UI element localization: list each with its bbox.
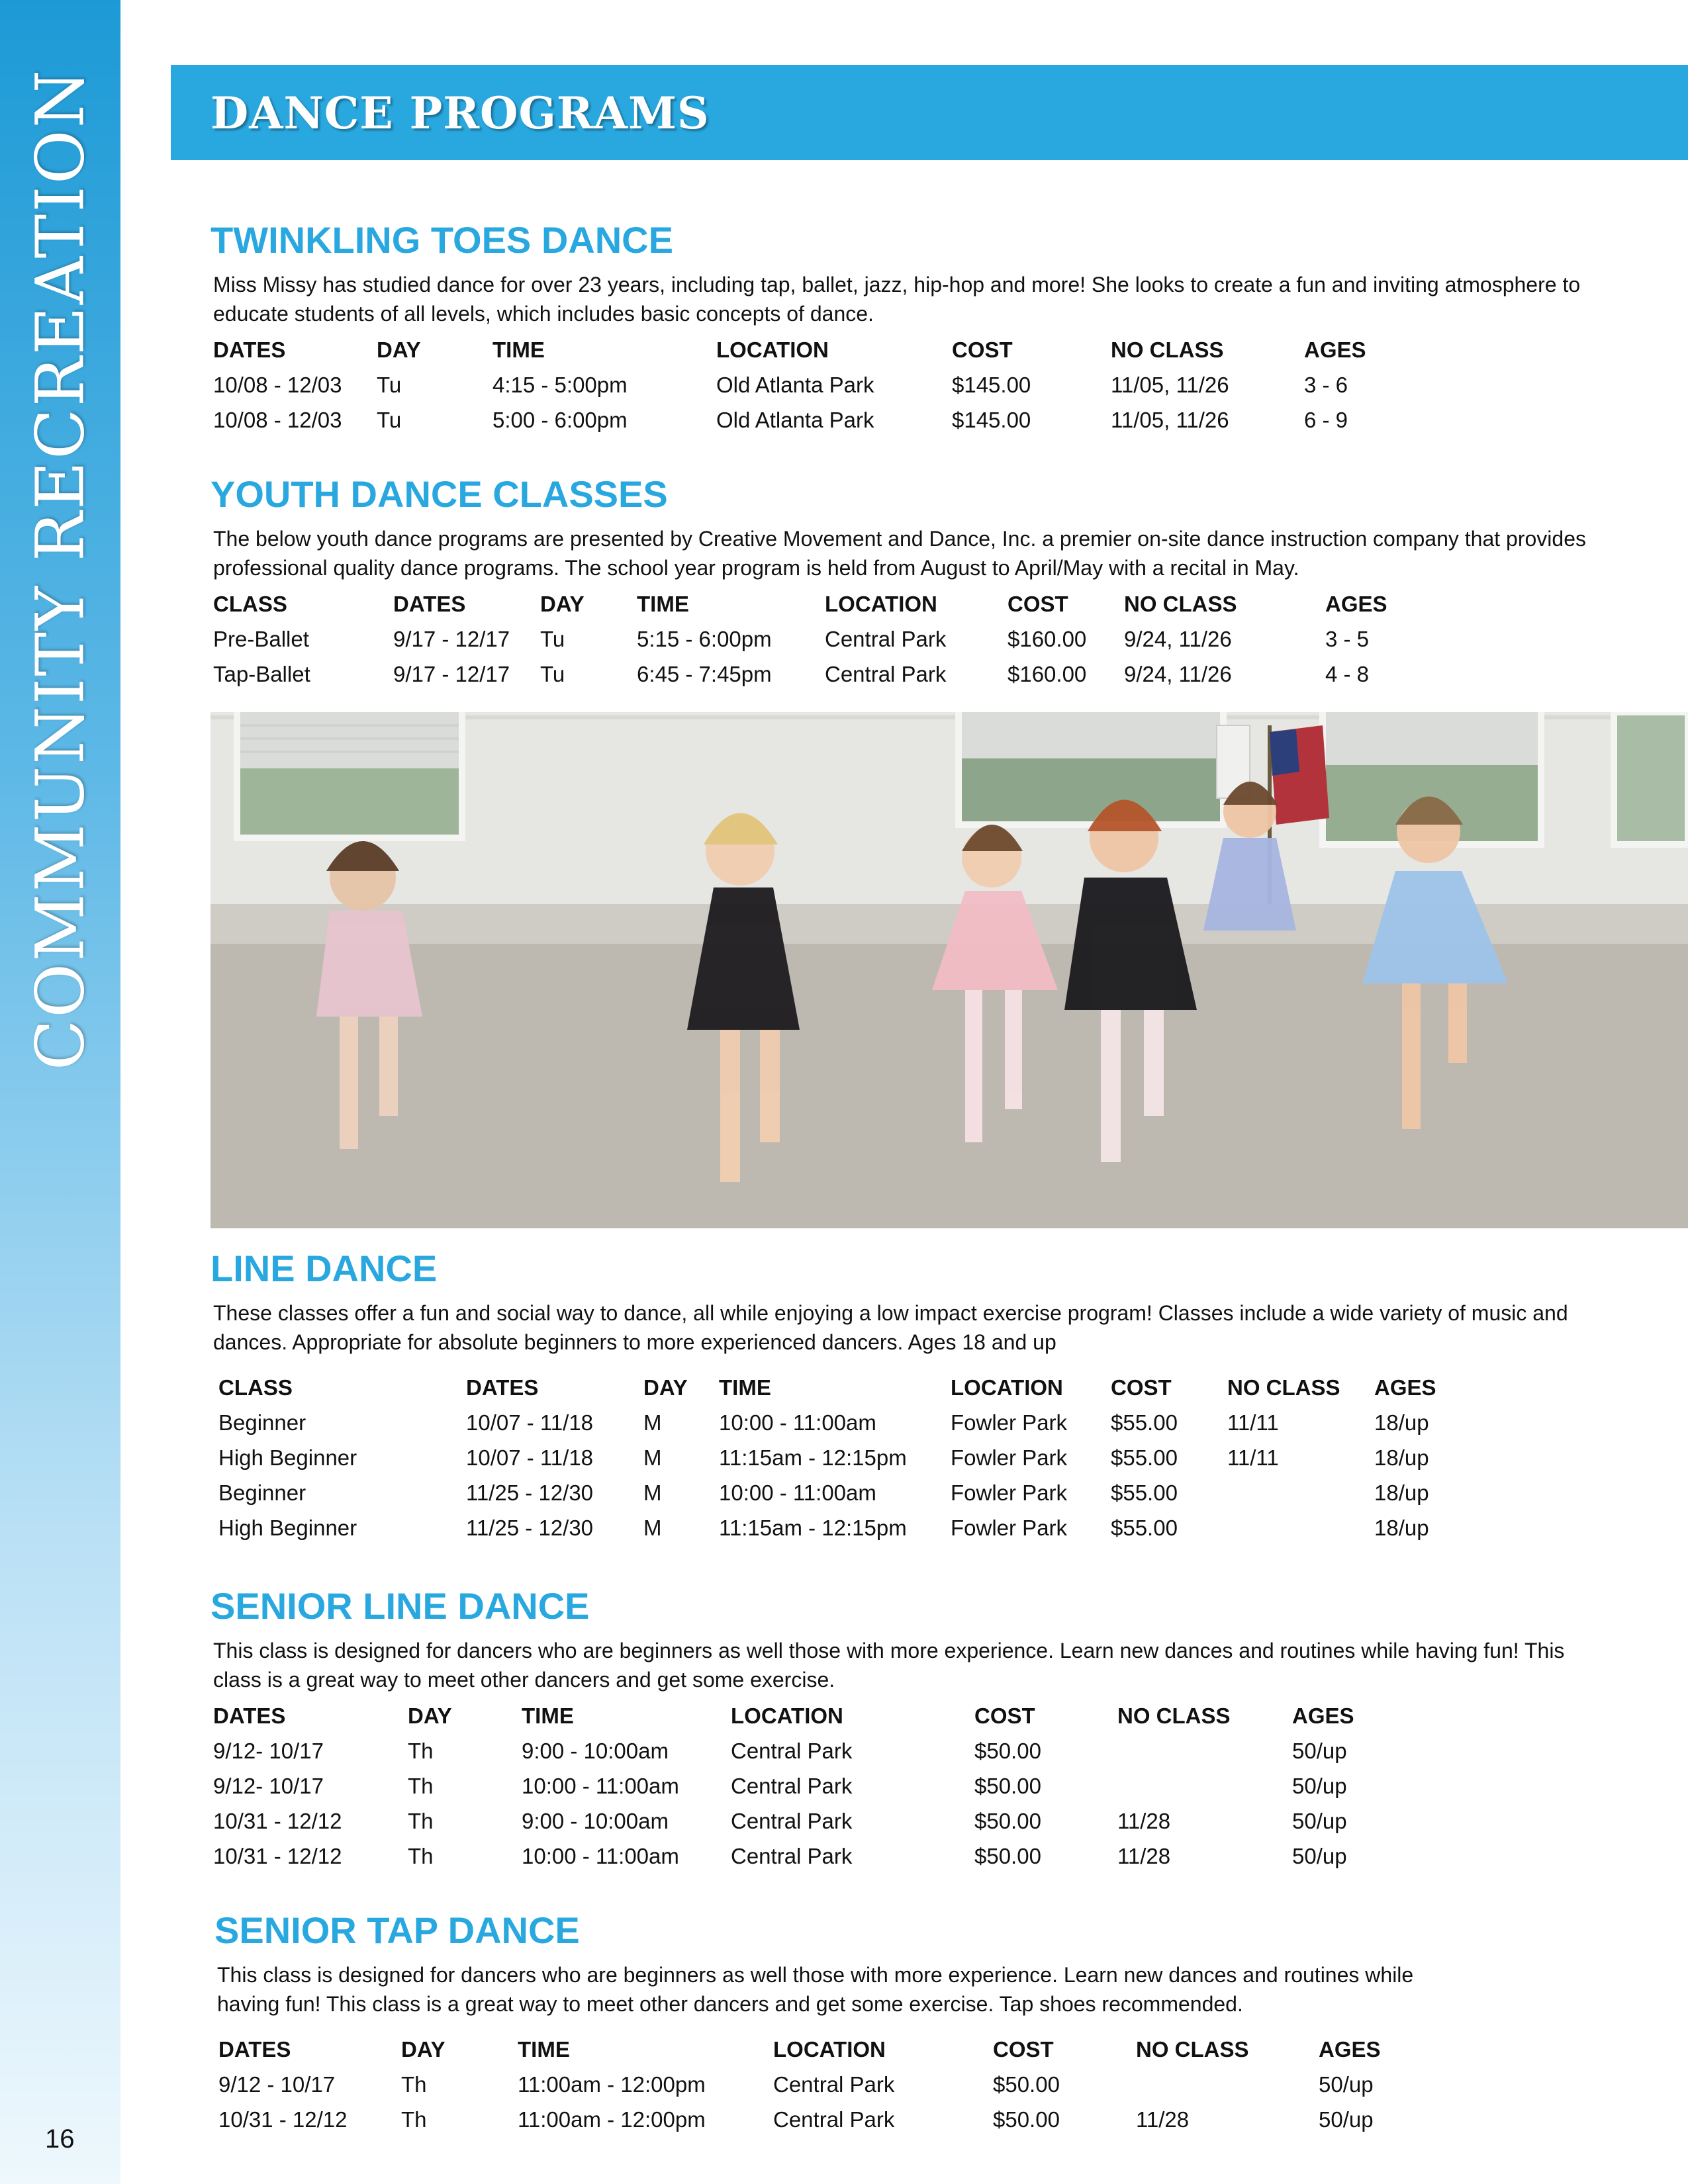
table-cell: 4:15 - 5:00pm <box>492 373 628 397</box>
column-header: LOCATION <box>716 338 829 362</box>
section-description: The below youth dance programs are presented by Creative Movement and Dance, Inc. a premier on-site dance instruction company that provides professional quality dance programs. The school year program is held from August to April/May with a recital in May. <box>213 527 1586 580</box>
table-cell: $160.00 <box>1008 627 1087 651</box>
dance-class-illustration <box>211 712 1688 1228</box>
table-cell: Fowler Park <box>951 1516 1068 1540</box>
table-cell: Central Park <box>731 1739 853 1763</box>
sidebar-title: COMMUNITY RECREATION <box>21 68 99 1071</box>
table-cell: $50.00 <box>974 1844 1041 1868</box>
table-cell: Th <box>401 2107 427 2132</box>
column-header: COST <box>993 2037 1054 2062</box>
table-cell: 18/up <box>1374 1410 1429 1435</box>
column-header: COST <box>1111 1375 1172 1400</box>
table-cell: 10/07 - 11/18 <box>466 1445 594 1470</box>
schedule-table <box>211 1701 1607 1876</box>
table-cell: 10/31 - 12/12 <box>218 2107 348 2132</box>
schedule-table <box>211 335 1607 440</box>
column-header: TIME <box>637 592 689 616</box>
column-header: DAY <box>408 1704 452 1728</box>
table-cell: Beginner <box>218 1410 306 1435</box>
column-header: AGES <box>1304 338 1366 362</box>
table-cell: 10/31 - 12/12 <box>213 1809 342 1833</box>
column-header: AGES <box>1292 1704 1354 1728</box>
table-row <box>211 1408 1607 1443</box>
table-cell: $50.00 <box>974 1739 1041 1763</box>
table-cell: 10:00 - 11:00am <box>719 1480 876 1505</box>
column-header: NO CLASS <box>1117 1704 1231 1728</box>
table-cell: M <box>643 1445 662 1470</box>
table-cell: $55.00 <box>1111 1480 1178 1505</box>
section-title: TWINKLING TOES DANCE <box>211 219 673 261</box>
table-cell: 9/17 - 12/17 <box>393 627 510 651</box>
section-senior-line-dance <box>211 1582 1607 1876</box>
table-cell: Fowler Park <box>951 1410 1068 1435</box>
table-header <box>214 2034 1611 2070</box>
column-header: NO CLASS <box>1111 338 1224 362</box>
table-cell: 9/12- 10/17 <box>213 1739 324 1763</box>
table-row <box>211 659 1607 694</box>
section-title: LINE DANCE <box>211 1248 438 1289</box>
column-header: COST <box>952 338 1013 362</box>
table-cell: 50/up <box>1292 1739 1347 1763</box>
table-cell: Tu <box>377 373 402 397</box>
table-cell: 9/24, 11/26 <box>1124 627 1232 651</box>
column-header: AGES <box>1325 592 1387 616</box>
table-cell: 11/25 - 12/30 <box>466 1480 594 1505</box>
column-header: DATES <box>213 338 286 362</box>
table-cell: Th <box>401 2072 427 2097</box>
table-cell: 11/28 <box>1136 2107 1190 2132</box>
table-cell: 10:00 - 11:00am <box>719 1410 876 1435</box>
table-cell: Central Park <box>731 1774 853 1798</box>
table-cell: 50/up <box>1319 2107 1374 2132</box>
table-cell: Tu <box>377 408 402 432</box>
column-header: LOCATION <box>825 592 937 616</box>
table-cell: Fowler Park <box>951 1445 1068 1470</box>
table-cell: M <box>643 1410 662 1435</box>
column-header: COST <box>1008 592 1068 616</box>
table-cell: 11/11 <box>1227 1445 1279 1470</box>
table-cell: High Beginner <box>218 1516 357 1540</box>
table-cell: 11/25 - 12/30 <box>466 1516 594 1540</box>
section-description: This class is designed for dancers who are beginners as well those with more experience. Learn new dances and routines while having fun! This class is a great way to meet other dancers and get some exercise. <box>213 1639 1565 1692</box>
table-cell: 50/up <box>1292 1844 1347 1868</box>
table-cell: Central Park <box>773 2107 895 2132</box>
table-cell: 11/28 <box>1117 1809 1171 1833</box>
section-youth-dance-classes <box>211 470 1607 694</box>
section-title: YOUTH DANCE CLASSES <box>211 473 668 515</box>
table-cell: 9:00 - 10:00am <box>522 1739 669 1763</box>
schedule-table <box>211 1373 1607 1548</box>
column-header: CLASS <box>213 592 287 616</box>
table-cell: 4 - 8 <box>1325 662 1370 686</box>
table-cell: Th <box>408 1844 434 1868</box>
table-cell: $50.00 <box>974 1774 1041 1798</box>
table-cell: 10/31 - 12/12 <box>213 1844 342 1868</box>
table-cell: 11:15am - 12:15pm <box>719 1445 907 1470</box>
table-cell: Tap-Ballet <box>213 662 310 686</box>
dance-class-photo <box>211 712 1688 1228</box>
page-banner <box>171 65 1688 160</box>
section-senior-tap-dance <box>214 1906 1611 2140</box>
table-header <box>211 589 1607 624</box>
table-cell: Beginner <box>218 1480 306 1505</box>
table-cell: 6:45 - 7:45pm <box>637 662 772 686</box>
table-cell: Old Atlanta Park <box>716 373 874 397</box>
table-cell: Tu <box>540 627 565 651</box>
table-row <box>214 2070 1611 2105</box>
table-header <box>211 1373 1607 1408</box>
table-cell: $55.00 <box>1111 1410 1178 1435</box>
section-description: This class is designed for dancers who are beginners as well those with more experience. Learn new dances and routines while having fun! This class is a great way to meet other dancers and get some exercise. Tap shoes recommended. <box>217 1963 1414 2016</box>
section-line-dance <box>211 1244 1607 1548</box>
table-cell: $160.00 <box>1008 662 1087 686</box>
table-cell: 10:00 - 11:00am <box>522 1844 679 1868</box>
column-header: TIME <box>518 2037 570 2062</box>
table-cell: Central Park <box>825 627 947 651</box>
column-header: NO CLASS <box>1227 1375 1340 1400</box>
table-cell: 5:00 - 6:00pm <box>492 408 628 432</box>
table-cell: 11/05, 11/26 <box>1111 408 1229 432</box>
table-cell: $50.00 <box>993 2107 1060 2132</box>
table-header <box>211 1701 1607 1736</box>
section-title: SENIOR LINE DANCE <box>211 1585 590 1627</box>
table-row <box>211 624 1607 659</box>
page-number: 16 <box>45 2124 75 2154</box>
table-cell: 10/07 - 11/18 <box>466 1410 594 1435</box>
table-cell: Central Park <box>731 1809 853 1833</box>
column-header: CLASS <box>218 1375 293 1400</box>
schedule-table <box>211 589 1607 694</box>
table-cell: 10/08 - 12/03 <box>213 408 342 432</box>
table-row <box>214 2105 1611 2140</box>
table-cell: 50/up <box>1319 2072 1374 2097</box>
section-twinkling-toes <box>211 216 1607 440</box>
table-row <box>211 1443 1607 1478</box>
table-cell: 11:00am - 12:00pm <box>518 2107 706 2132</box>
column-header: DAY <box>643 1375 688 1400</box>
table-cell: Central Park <box>825 662 947 686</box>
table-cell: 11/11 <box>1227 1410 1279 1435</box>
table-cell: $145.00 <box>952 373 1031 397</box>
table-cell: $55.00 <box>1111 1445 1178 1470</box>
table-cell: High Beginner <box>218 1445 357 1470</box>
table-cell: $50.00 <box>993 2072 1060 2097</box>
section-title: SENIOR TAP DANCE <box>214 1909 580 1951</box>
table-cell: Th <box>408 1809 434 1833</box>
table-cell: Central Park <box>773 2072 895 2097</box>
table-cell: 9:00 - 10:00am <box>522 1809 669 1833</box>
table-cell: Pre-Ballet <box>213 627 309 651</box>
column-header: TIME <box>719 1375 771 1400</box>
column-header: LOCATION <box>773 2037 886 2062</box>
table-cell: 9/12- 10/17 <box>213 1774 324 1798</box>
column-header: TIME <box>522 1704 574 1728</box>
column-header: DATES <box>213 1704 286 1728</box>
table-cell: M <box>643 1516 662 1540</box>
table-row <box>211 370 1607 405</box>
table-cell: Th <box>408 1774 434 1798</box>
table-cell: 5:15 - 6:00pm <box>637 627 772 651</box>
table-cell: $50.00 <box>974 1809 1041 1833</box>
table-cell: 10/08 - 12/03 <box>213 373 342 397</box>
table-cell: M <box>643 1480 662 1505</box>
table-cell: 3 - 5 <box>1325 627 1370 651</box>
schedule-table <box>214 2034 1611 2140</box>
table-row <box>211 1736 1607 1771</box>
table-cell: 11/05, 11/26 <box>1111 373 1229 397</box>
column-header: TIME <box>492 338 545 362</box>
table-row <box>211 1841 1607 1876</box>
table-cell: 10:00 - 11:00am <box>522 1774 679 1798</box>
section-description: These classes offer a fun and social way to dance, all while enjoying a low impact exercise program! Classes include a wide variety of music and dances. Appropriate for absolute beginners to more experienced dancers. Ages 18 and up <box>213 1301 1568 1354</box>
column-header: DATES <box>466 1375 539 1400</box>
table-cell: 9/17 - 12/17 <box>393 662 510 686</box>
table-cell: 9/24, 11/26 <box>1124 662 1232 686</box>
table-row <box>211 405 1607 440</box>
table-row <box>211 1478 1607 1513</box>
table-cell: Fowler Park <box>951 1480 1068 1505</box>
table-cell: 3 - 6 <box>1304 373 1348 397</box>
table-cell: Th <box>408 1739 434 1763</box>
table-header <box>211 335 1607 370</box>
table-cell: 11:15am - 12:15pm <box>719 1516 907 1540</box>
table-cell: $55.00 <box>1111 1516 1178 1540</box>
table-cell: 11:00am - 12:00pm <box>518 2072 706 2097</box>
page-title: DANCE PROGRAMS <box>211 87 710 139</box>
table-row <box>211 1806 1607 1841</box>
column-header: NO CLASS <box>1124 592 1237 616</box>
table-cell: Old Atlanta Park <box>716 408 874 432</box>
table-cell: 18/up <box>1374 1445 1429 1470</box>
section-description: Miss Missy has studied dance for over 23 years, including tap, ballet, jazz, hip-hop and more! She looks to create a fun and inviting atmosphere to educate students of all levels, which includes basic concepts of dance. <box>213 273 1581 326</box>
table-cell: 18/up <box>1374 1480 1429 1505</box>
table-cell: 9/12 - 10/17 <box>218 2072 336 2097</box>
table-cell: 50/up <box>1292 1809 1347 1833</box>
column-header: DAY <box>540 592 585 616</box>
table-row <box>211 1513 1607 1548</box>
column-header: AGES <box>1319 2037 1381 2062</box>
table-cell: 11/28 <box>1117 1844 1171 1868</box>
column-header: DAY <box>401 2037 445 2062</box>
column-header: AGES <box>1374 1375 1436 1400</box>
table-cell: $145.00 <box>952 408 1031 432</box>
column-header: NO CLASS <box>1136 2037 1249 2062</box>
column-header: LOCATION <box>731 1704 843 1728</box>
table-cell: Tu <box>540 662 565 686</box>
table-cell: 18/up <box>1374 1516 1429 1540</box>
table-cell: Central Park <box>731 1844 853 1868</box>
column-header: DAY <box>377 338 421 362</box>
table-row <box>211 1771 1607 1806</box>
column-header: LOCATION <box>951 1375 1063 1400</box>
column-header: DATES <box>393 592 466 616</box>
column-header: DATES <box>218 2037 291 2062</box>
table-cell: 50/up <box>1292 1774 1347 1798</box>
column-header: COST <box>974 1704 1035 1728</box>
table-cell: 6 - 9 <box>1304 408 1348 432</box>
